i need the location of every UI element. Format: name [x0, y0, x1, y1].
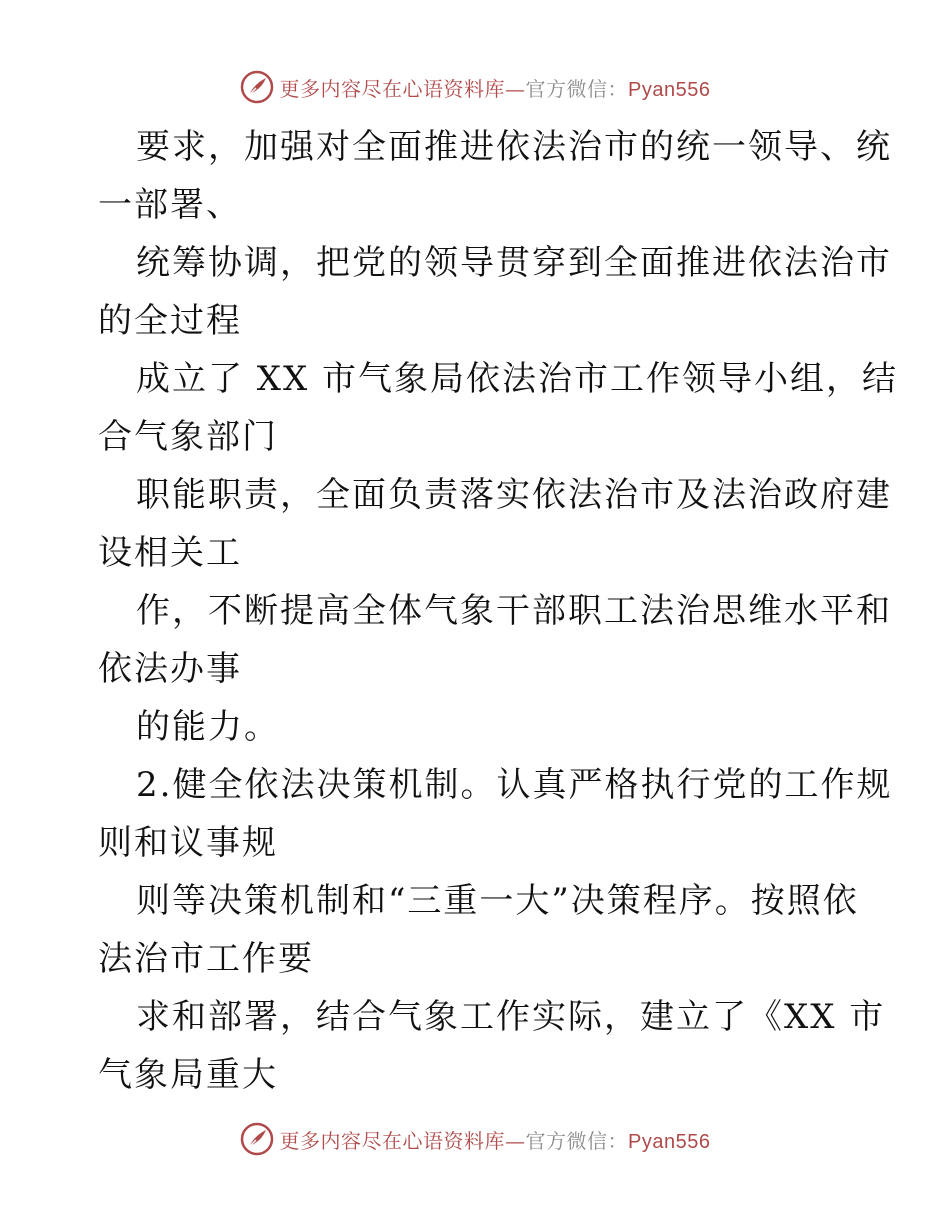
header-banner-title: 更多内容尽在心语资料库	[279, 76, 506, 101]
text-line: 作，不断提高全体气象干部职工法治思维水平和	[136, 591, 892, 631]
document-body	[98, 118, 899, 1104]
header-separator: —	[505, 76, 526, 101]
text-line: 2.健全依法决策机制。认真严格执行党的工作规	[136, 765, 893, 805]
text-line: 设相关工	[98, 533, 242, 573]
footer-banner-title: 更多内容尽在心语资料库	[279, 1128, 506, 1153]
header-wechat-label: 官方微信：	[525, 76, 629, 101]
footer-separator: —	[505, 1128, 526, 1153]
text-line: 合气象部门	[98, 417, 278, 457]
text-line: 求和部署，结合气象工作实际，建立了《XX 市	[136, 997, 886, 1037]
text-line: 则等决策机制和“三重一大”决策程序。按照依	[136, 881, 859, 921]
text-line: 统筹协调，把党的领导贯穿到全面推进依法治市	[136, 243, 892, 283]
text-line: 一部署、	[98, 185, 242, 225]
text-line: 法治市工作要	[98, 939, 314, 979]
quill-logo-icon	[240, 70, 274, 104]
text-line: 成立了 XX 市气象局依法治市工作领导小组，结	[136, 359, 899, 399]
text-line: 职能职责，全面负责落实依法治市及法治政府建	[136, 475, 892, 515]
text-line: 的全过程	[98, 301, 242, 341]
footer-wechat-label: 官方微信：	[525, 1128, 629, 1153]
footer-wechat-id: Pyan556	[628, 1130, 711, 1153]
text-line: 的能力。	[136, 707, 280, 747]
text-line: 依法办事	[98, 649, 242, 689]
header-wechat-id: Pyan556	[628, 78, 711, 101]
header-banner	[0, 70, 950, 104]
quill-logo-icon	[240, 1122, 274, 1156]
text-line: 要求，加强对全面推进依法治市的统一领导、统	[136, 127, 892, 167]
text-line: 则和议事规	[98, 823, 278, 863]
footer-banner	[0, 1122, 950, 1156]
header-banner-text	[280, 73, 711, 102]
footer-banner-text	[280, 1125, 711, 1154]
text-line: 气象局重大	[98, 1055, 278, 1095]
